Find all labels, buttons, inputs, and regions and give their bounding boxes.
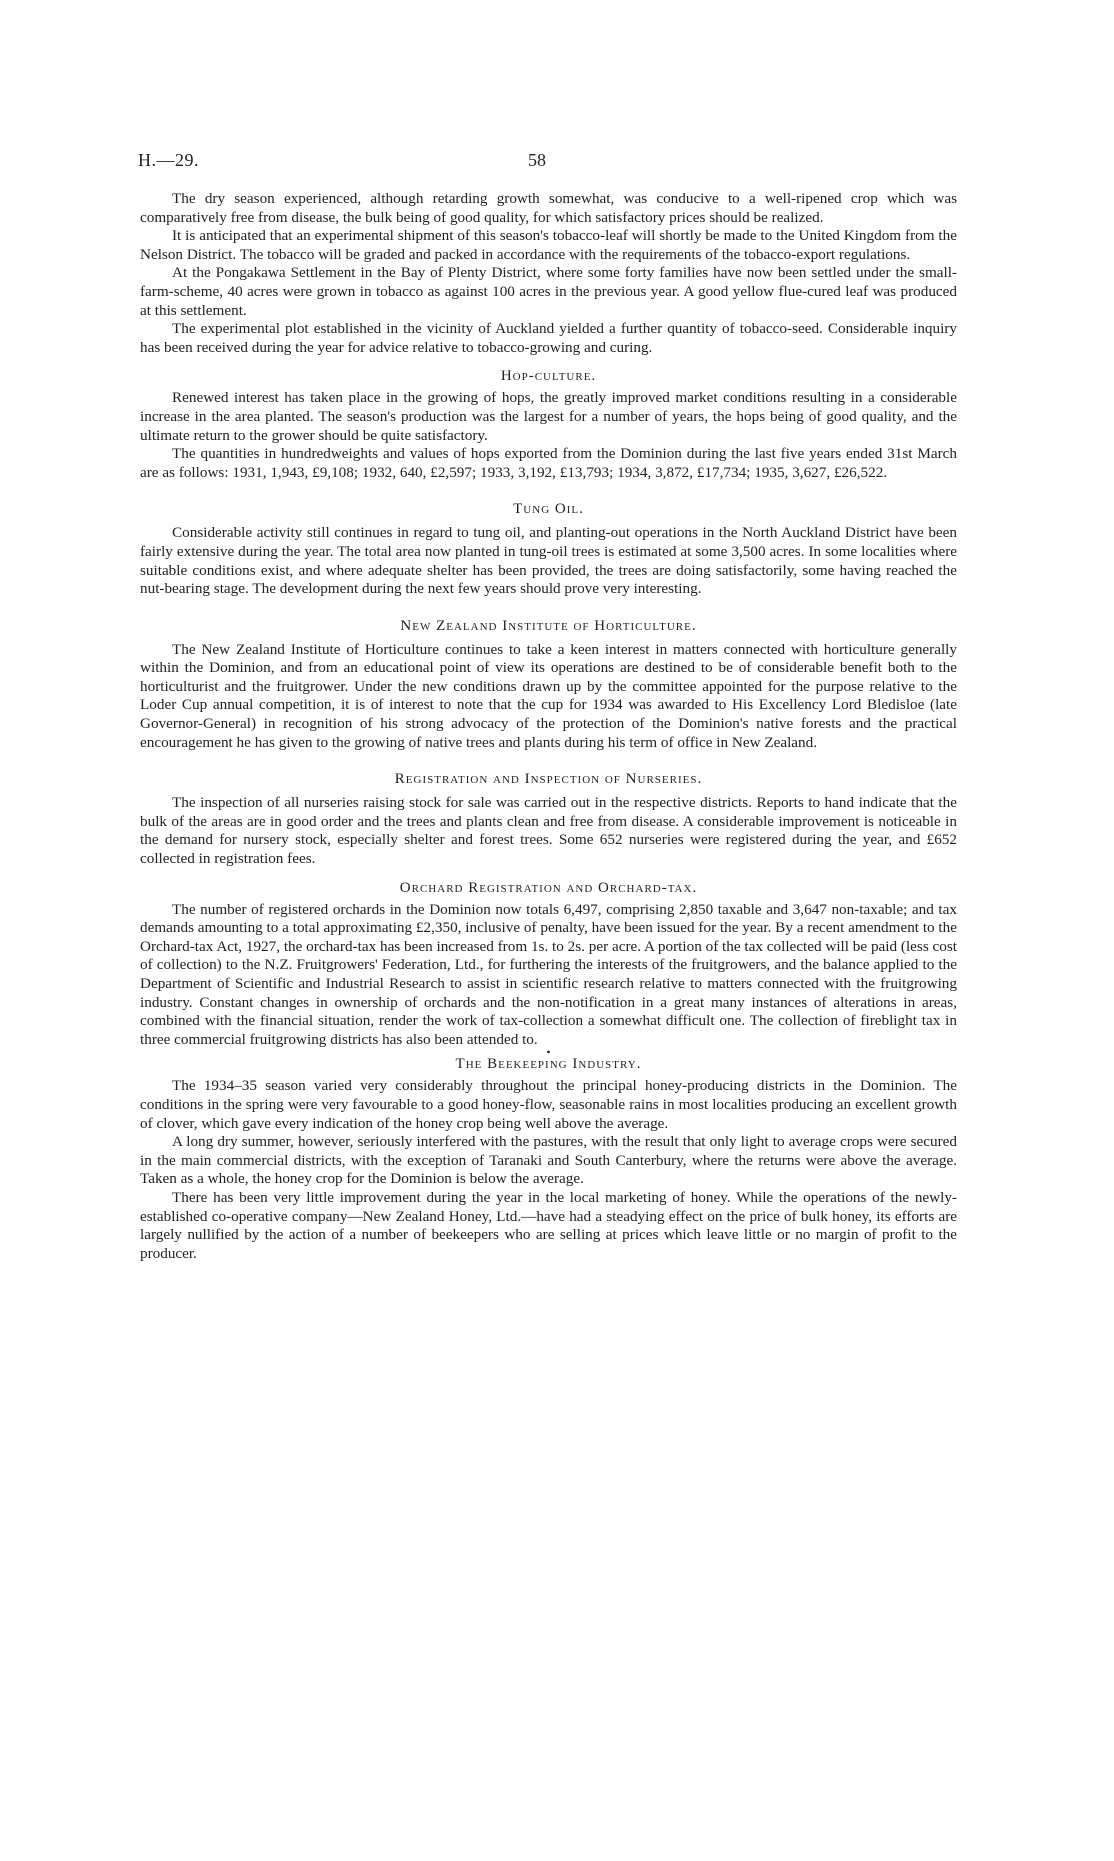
paragraph: The dry season experienced, although retarding growth somewhat, was conducive to a well-ripened crop which was comparatively free from disease, the bulk being of good quality, for which satisfactory prices should be realized. [140,190,957,226]
hop-culture-section [140,367,957,482]
paragraph: The 1934–35 season varied very considerably throughout the principal honey-producing districts in the Dominion. The conditions in the spring were very favourable to a good honey-flow, seasonable rains in most localities producing an excellent growth of clover, which gave every indication of the honey crop being well above the average. [140,1077,957,1132]
section-heading: The Beekeeping Industry. [455,1056,642,1073]
print-dot-mark: • [546,1045,551,1060]
section-heading: Tung Oil. [513,501,584,518]
paragraph: A long dry summer, however, seriously interfered with the pastures, with the result that only light to average crops were secured in the main commercial districts, with the exception of Taranaki and South Canterbury, where the returns were above the average. Taken as a whole, the honey crop for the Dominion is below the average. [140,1133,957,1188]
tobacco-continued-section [140,190,957,357]
page-number: 58 [528,150,546,170]
tung-oil-section [140,500,957,598]
section-heading: Hop-culture. [500,368,597,385]
paragraph: There has been very little improvement during the year in the local marketing of honey. While the operations of the newly-established co-operative company—New Zealand Honey, Ltd.—have had a steadying effect on the price of bulk honey, its efforts are largely nullified by the action of a number of beekeepers who are selling at prices which leave little or no margin of profit to the producer. [140,1188,957,1262]
section-heading: New Zealand Institute of Horticulture. [400,617,697,634]
parliamentary-paper-reference: H.—29. [138,150,199,170]
horticulture-institute-section [140,617,957,753]
paragraph: It is anticipated that an experimental shipment of this season's tobacco-leaf will shortly be made to the United Kingdom from the Nelson District. The tobacco will be graded and packed in accordance with the requirements of the tobacco-export regulations. [140,227,957,263]
paragraph: The quantities in hundredweights and values of hops exported from the Dominion during the last five years ended 31st March are as follows: 1931, 1,943, £9,108; 1932, 640, £2,597; 1933, 3,192, £13,793; 1934, 3,872, £17,734; 1935, 3,627, £26,522. [140,445,957,481]
beekeeping-section [140,1045,957,1263]
paragraph: The experimental plot established in the vicinity of Auckland yielded a further quantity of tobacco-seed. Considerable inquiry has been received during the year for advice relative to tobacco-growing and curing. [140,320,957,356]
section-heading: Orchard Registration and Orchard-tax. [399,879,698,896]
paragraph: The number of registered orchards in the Dominion now totals 6,497, comprising 2,850 taxable and 3,647 non-taxable; and tax demands amounting to a total approximating £2,350, inclusive of penalty, have been issued for the year. By a recent amendment to the Orchard-tax Act, 1927, the orchard-tax has been increased from 1s. to 2s. per acre. A portion of the tax collected will be paid (less cost of collection) to the N.Z. Fruitgrowers' Federation, Ltd., for furthering the interests of the fruitgrowers, and the balance applied to the Department of Scientific and Industrial Research to assist in scientific research relative to matters connected with the fruitgrowing industry. Constant changes in ownership of orchards and the non-notification in a great many instances of alterations in areas, combined with the financial situation, render the work of tax-collection a somewhat difficult one. The collection of fireblight tax in three commercial fruitgrowing districts has also been attended to. [140,900,957,1048]
nurseries-section [140,770,957,868]
paragraph: Renewed interest has taken place in the growing of hops, the greatly improved market conditions resulting in a considerable increase in the area planted. The season's production was the largest for a number of years, the hops being of good quality, and the ultimate return to the grower should be quite satisfactory. [140,389,957,444]
paragraph: The New Zealand Institute of Horticulture continues to take a keen interest in matters connected with horticulture generally within the Dominion, and from an educational point of view its operations are destined to be of considerable benefit both to the horticulturist and the fruitgrower. Under the new conditions drawn up by the committee appointed for the purpose relative to the Loder Cup annual competition, it is of interest to note that the cup for 1934 was awarded to His Excellency Lord Bledisloe (late Governor-General) in recognition of his strong advocacy of the protection of the Dominion's native forests and the practical encouragement he has given to the growing of native trees and plants during his term of office in New Zealand. [140,640,957,751]
section-heading: Registration and Inspection of Nurseries. [394,771,703,788]
paragraph: The inspection of all nurseries raising stock for sale was carried out in the respective districts. Reports to hand indicate that the bulk of the areas are in good order and the trees and plants clean and free from disease. A considerable improvement is noticeable in the demand for nursery stock, especially shelter and forest trees. Some 652 nurseries were registered during the year, and £652 collected in registration fees. [140,794,957,868]
paragraph: At the Pongakawa Settlement in the Bay of Plenty District, where some forty families have now been settled under the small-farm-scheme, 40 acres were grown in tobacco as against 100 acres in the previous year. A good yellow flue-cured leaf was produced at this settlement. [140,264,957,319]
orchard-registration-section [140,879,957,1050]
paragraph: Considerable activity still continues in regard to tung oil, and planting-out operations in the North Auckland District have been fairly extensive during the year. The total area now planted in tung-oil trees is estimated at some 3,500 acres. In some localities where suitable conditions exist, and where adequate shelter has been provided, the trees are doing satisfactorily, some having reached the nut-bearing stage. The development during the next few years should prove very interesting. [140,524,957,598]
document-body [140,190,957,1263]
